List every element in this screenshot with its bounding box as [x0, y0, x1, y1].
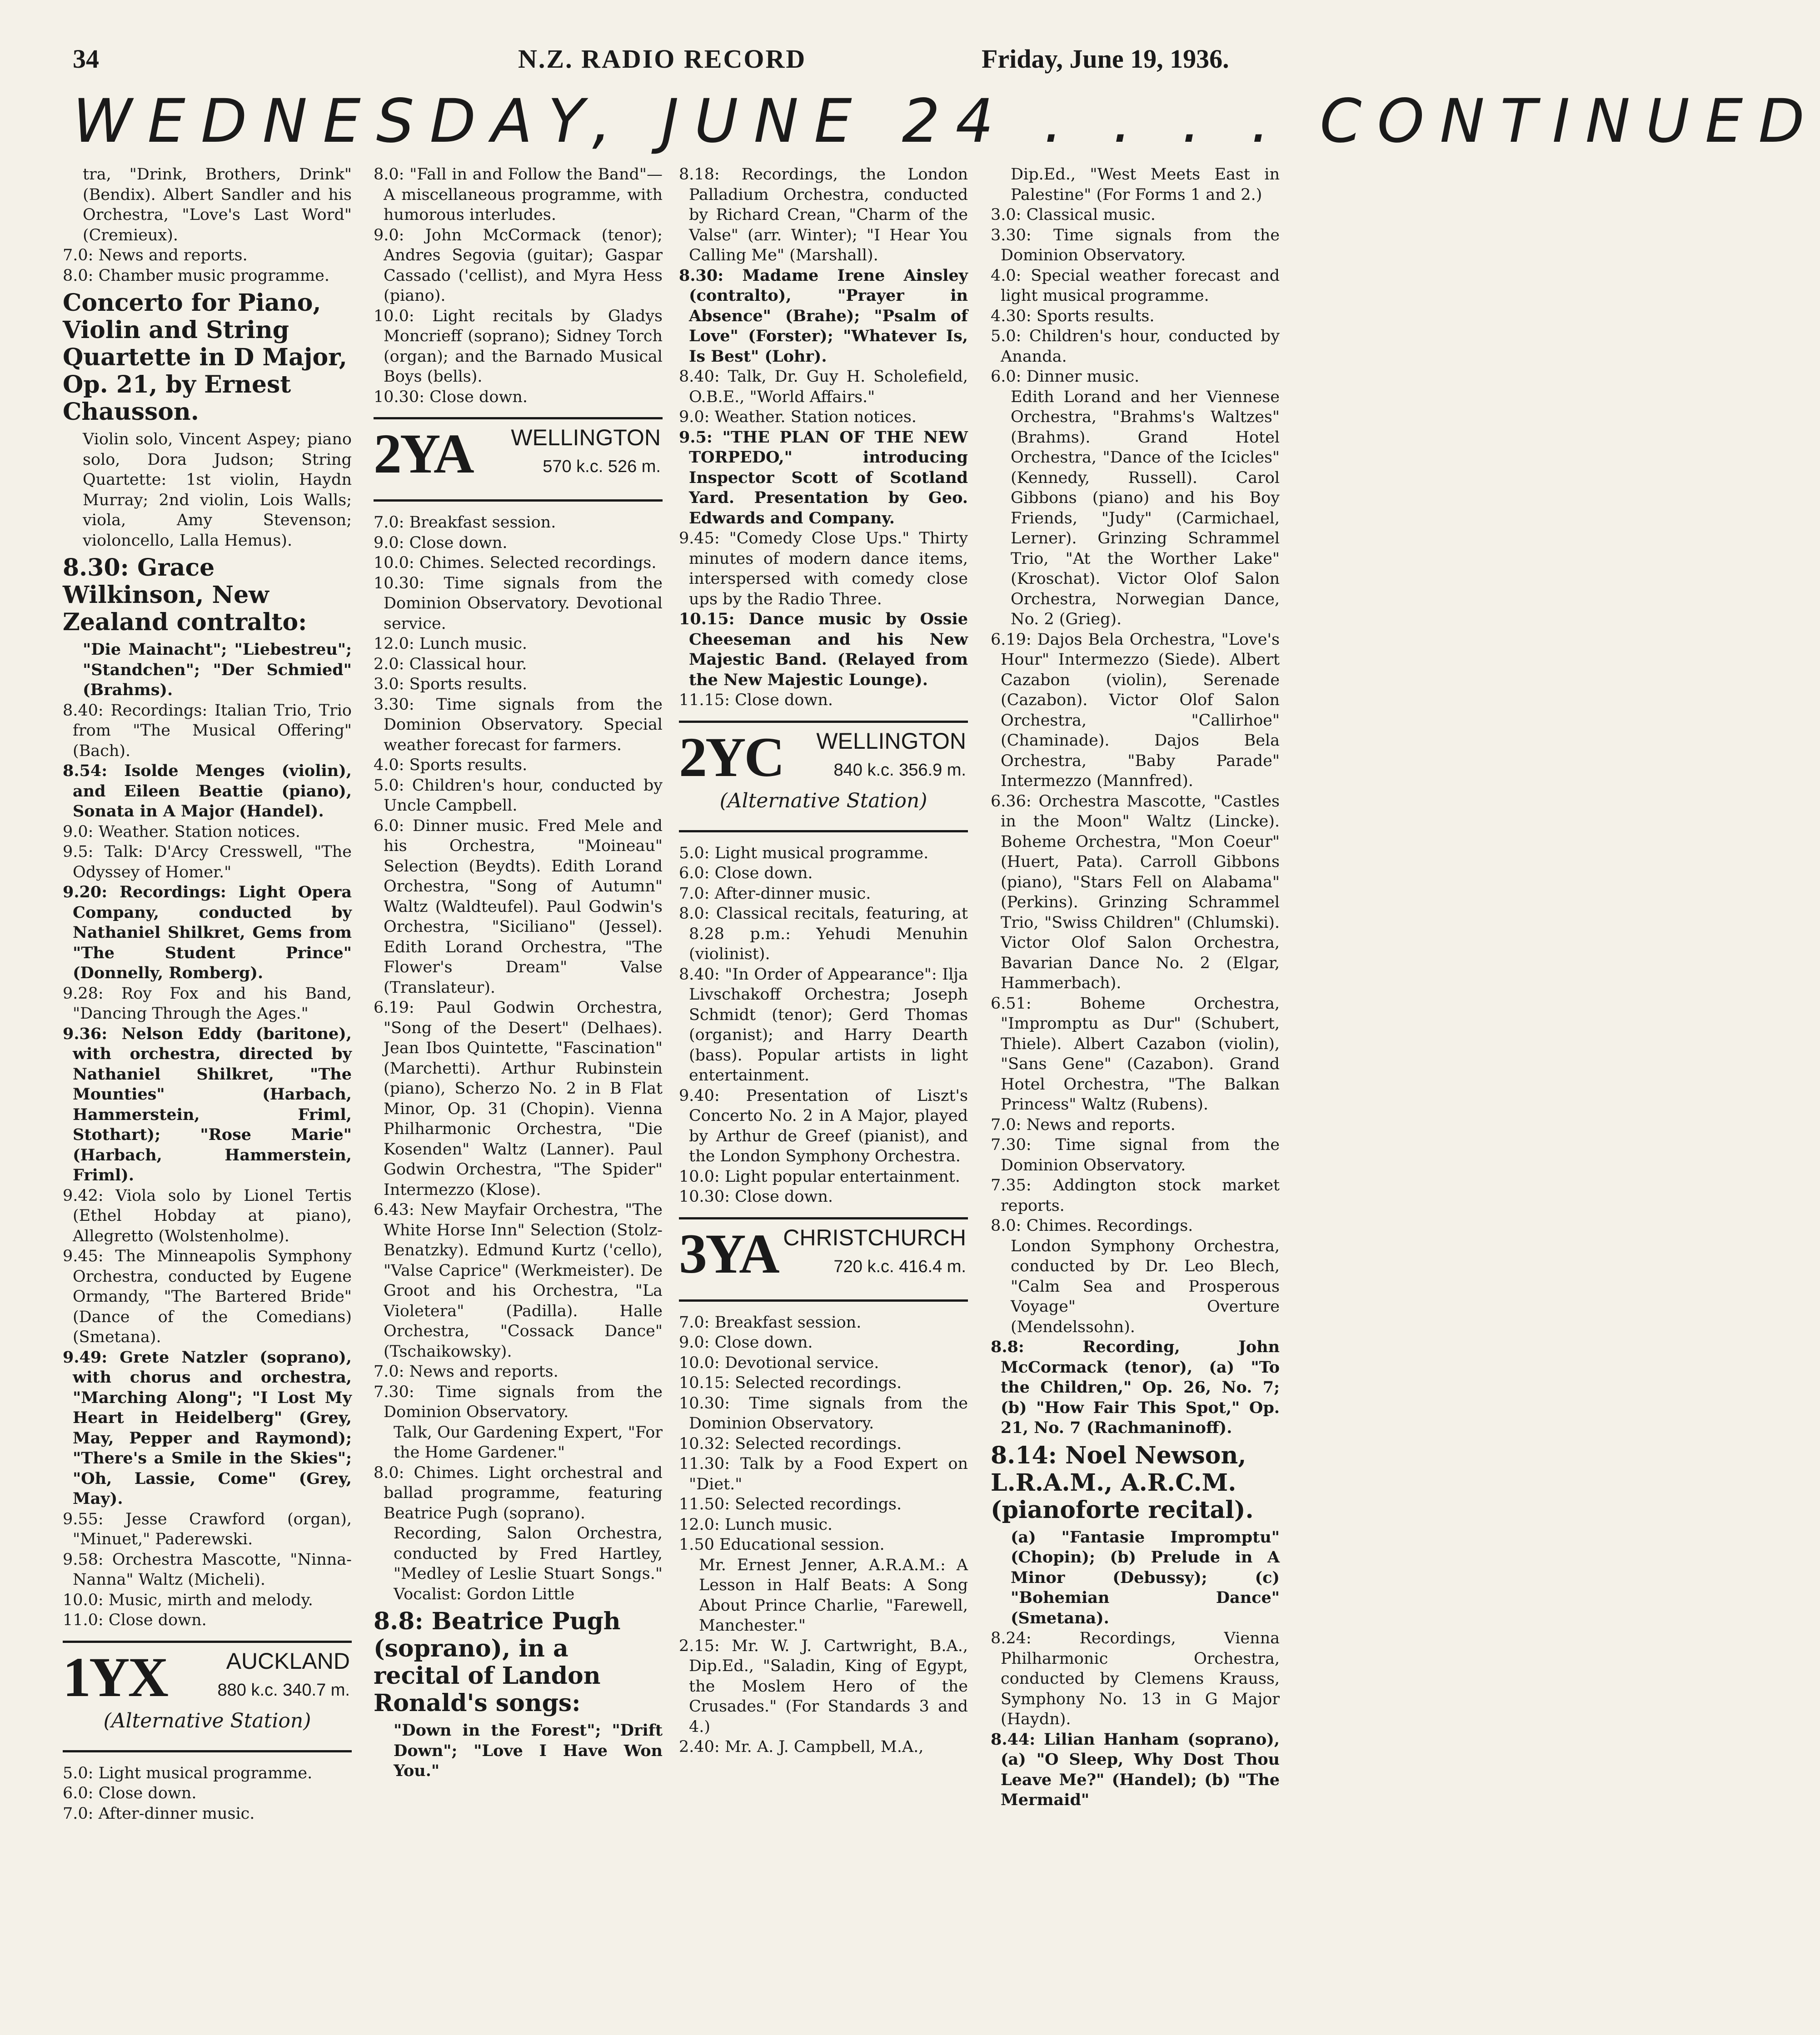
listing: 7.0: Breakfast session.	[679, 1313, 862, 1332]
day-banner: WEDNESDAY, JUNE 24 . . . . CONTINUED	[73, 86, 1820, 156]
station-note: (Alternative Station)	[719, 789, 927, 812]
listing: 9.58: Orchestra Mascotte, "Ninna-Nanna" Waltz (Micheli).	[63, 1550, 352, 1589]
listing: 9.45: The Minneapolis Symphony Orchestra, conducted by Eugene Ormandy, "The Bartered Bride" (Dance of the Comedians) (Smetana).	[63, 1247, 352, 1346]
feature-heading: 8.8: Beatrice Pugh (soprano), in a recital of Landon Ronald's songs:	[374, 1607, 621, 1717]
listing: 3.30: Time signals from the Dominion Observatory.	[991, 226, 1280, 264]
page-number: 34	[73, 44, 99, 74]
station-frequency: 720 k.c. 416.4 m.	[833, 1257, 966, 1276]
station-block-3ya	[679, 1217, 968, 1302]
running-header	[0, 39, 1385, 80]
listing: 11.0: Close down.	[63, 1611, 207, 1629]
listing: 10.0: Music, mirth and melody.	[63, 1591, 313, 1609]
station-block-2yc	[679, 721, 968, 832]
listing: Edith Lorand and her Viennese Orchestra, "Brahms's Waltzes" (Brahms). Grand Hotel Orchestra, "Dance of the Icicles" (Kennedy, Russell). Carol Gibbons (piano) and his Boy Friends, "Judy" (Carmichael, Lerner). Grinzing Schrammel Trio, "At the Worther Lake" (Kroschat). Victor Olof Salon Orchestra, Norwegian Dance, No. 2 (Grieg).	[1011, 388, 1280, 628]
station-frequency: 880 k.c. 340.7 m.	[217, 1680, 350, 1700]
listing: 10.15: Dance music by Ossie Cheeseman and his New Majestic Band. (Relayed from the New Majestic Lounge).	[679, 610, 968, 689]
listing: 9.0: John McCormack (tenor); Andres Segovia (guitar); Gaspar Cassado ('cellist), and Myra Hess (piano).	[374, 226, 663, 305]
listing: 12.0: Lunch music.	[679, 1515, 833, 1534]
listing: 7.30: Time signal from the Dominion Observatory.	[991, 1136, 1280, 1174]
listing: 8.54: Isolde Menges (violin), and Eileen Beattie (piano), Sonata in A Major (Handel).	[63, 761, 352, 821]
station-city: AUCKLAND	[226, 1648, 350, 1674]
listing: Violin solo, Vincent Aspey; piano solo, Dora Judson; String Quartette: 1st violin, Haydn Murray; 2nd violin, Lois Walls; viola, Amy Stevenson; violoncello, Lalla Hemus).	[83, 430, 352, 550]
listing: 11.30: Talk by a Food Expert on "Diet."	[679, 1455, 968, 1493]
listing: 10.30: Time signals from the Dominion Observatory. Devotional service.	[374, 574, 663, 633]
feature-heading: 8.14: Noel Newson, L.R.A.M., A.R.C.M. (pianoforte recital).	[991, 1441, 1254, 1524]
listing: 6.0: Close down.	[63, 1784, 197, 1802]
listing: 9.0: Weather. Station notices.	[679, 408, 917, 426]
listing: 5.0: Children's hour, conducted by Ananda.	[991, 327, 1280, 366]
listing: 9.28: Roy Fox and his Band, "Dancing Through the Ages."	[63, 984, 352, 1023]
listing: London Symphony Orchestra, conducted by Dr. Leo Blech, "Calm Sea and Prosperous Voyage" Overture (Mendelssohn).	[1011, 1237, 1280, 1336]
listing: 9.36: Nelson Eddy (baritone), with orchestra, directed by Nathaniel Shilkret, "The Mounties" (Harbach, Hammerstein, Friml, Stothart); "Rose Marie" (Harbach, Hammerstein, Friml).	[63, 1024, 352, 1184]
station-note: (Alternative Station)	[103, 1709, 311, 1732]
listing: 7.0: After-dinner music.	[679, 884, 871, 903]
listing: 8.0: Chimes. Recordings.	[991, 1217, 1193, 1235]
listing: 4.30: Sports results.	[991, 307, 1155, 325]
issue-date: Friday, June 19, 1936.	[982, 44, 1229, 74]
feature-heading: Concerto for Piano, Violin and String Quartette in D Major, Op. 21, by Ernest Chausson.	[63, 289, 347, 426]
listing: 10.30: Close down.	[679, 1188, 833, 1206]
listing: 7.0: After-dinner music.	[63, 1804, 255, 1823]
listing: 7.35: Addington stock market reports.	[991, 1176, 1280, 1215]
listing: 9.49: Grete Natzler (soprano), with chorus and orchestra, "Marching Along"; "I Lost My Heart in Heidelberg" (Grey, May, Pepper and Raymond); "There's a Smile in the Skies"; "Oh, Lassie, Come" (Grey, May).	[63, 1348, 352, 1508]
listing: 11.50: Selected recordings.	[679, 1495, 902, 1513]
listing: 9.0: Close down.	[374, 533, 508, 552]
listing: 2.40: Mr. A. J. Campbell, M.A.,	[679, 1738, 924, 1756]
listing: 8.0: Classical recitals, featuring, at 8.28 p.m.: Yehudi Menuhin (violinist).	[679, 905, 968, 963]
listing: 2.0: Classical hour.	[374, 655, 527, 673]
listing: 9.40: Presentation of Liszt's Concerto No. 2 in A Major, played by Arthur de Greef (pianist), and the London Symphony Orchestra.	[679, 1086, 968, 1165]
listing: 7.0: News and reports.	[374, 1363, 558, 1381]
column-3	[679, 164, 968, 2018]
listing: "Die Mainacht"; "Liebestreu"; "Standchen"; "Der Schmied" (Brahms).	[83, 640, 352, 699]
listing: 12.0: Lunch music.	[374, 635, 528, 653]
listing: (a) "Fantasie Impromptu" (Chopin); (b) Prelude in A Minor (Debussy); (c) "Bohemian Dance" (Smetana).	[1011, 1527, 1280, 1627]
listing: 10.0: Light popular entertainment.	[679, 1167, 960, 1186]
listing: 8.0: Chimes. Light orchestral and ballad programme, featuring Beatrice Pugh (soprano).	[374, 1463, 663, 1523]
listing: 9.5: "THE PLAN OF THE NEW TORPEDO," introducing Inspector Scott of Scotland Yard. Presentation by Geo. Edwards and Company.	[679, 428, 968, 527]
listing: 9.5: Talk: D'Arcy Cresswell, "The Odyssey of Homer."	[63, 843, 352, 881]
listing: 10.0: Devotional service.	[679, 1353, 879, 1372]
listing: 1.50 Educational session.	[679, 1536, 885, 1554]
station-frequency: 840 k.c. 356.9 m.	[833, 760, 966, 780]
listing: 4.0: Special weather forecast and light musical programme.	[991, 266, 1280, 305]
station-frequency: 570 k.c. 526 m.	[543, 457, 661, 476]
listing: 9.45: "Comedy Close Ups." Thirty minutes of modern dance items, interspersed with comedy close ups by the Radio Three.	[679, 529, 968, 608]
listing: 3.0: Sports results.	[374, 675, 528, 693]
listing: 5.0: Light musical programme.	[679, 844, 929, 862]
listing: 8.0: Chamber music programme.	[63, 266, 329, 285]
listing: 2.15: Mr. W. J. Cartwright, B.A., Dip.Ed., "Saladin, King of Egypt, the Moslem Hero of the Crusades." (For Standards 3 and 4.)	[679, 1637, 968, 1736]
listing: 10.30: Close down.	[374, 388, 528, 406]
station-city: CHRISTCHURCH	[783, 1224, 966, 1250]
listing: 7.0: News and reports.	[991, 1115, 1176, 1134]
listing: 8.40: Talk, Dr. Guy H. Scholefield, O.B.E., "World Affairs."	[679, 368, 968, 406]
listing: 8.44: Lilian Hanham (soprano), (a) "O Sleep, Why Dost Thou Leave Me?" (Handel); (b) "The Mermaid"	[991, 1730, 1280, 1809]
listing: 9.0: Weather. Station notices.	[63, 822, 300, 841]
listing: 9.20: Recordings: Light Opera Company, conducted by Nathaniel Shilkret, Gems from "The Student Prince" (Donnelly, Romberg).	[63, 883, 352, 982]
listing: 10.32: Selected recordings.	[679, 1434, 902, 1453]
listing: 6.0: Dinner music. Fred Mele and his Orchestra, "Moineau" Selection (Beydts). Edith Lorand Orchestra, "Song of Autumn" Waltz (Waldteufel). Paul Godwin's Orchestra, "Siciliano" (Jessel). Edith Lorand Orchestra, "The Flower's Dream" Valse (Translateur).	[374, 816, 663, 997]
listing: Mr. Ernest Jenner, A.R.A.M.: A Lesson in Half Beats: A Song About Prince Charlie, "Farewell, Manchester."	[699, 1556, 968, 1635]
column-4	[991, 164, 1280, 2018]
listing: 7.30: Time signals from the Dominion Observatory.	[374, 1383, 663, 1421]
listing: 8.0: "Fall in and Follow the Band"—A miscellaneous programme, with humorous interludes.	[374, 165, 663, 224]
feature-heading: 8.30: Grace Wilkinson, New Zealand contralto:	[63, 554, 307, 636]
listing: 8.18: Recordings, the London Palladium Orchestra, conducted by Richard Crean, "Charm of the Valse" (arr. Winter); "I Hear You Calling Me" (Marshall).	[679, 165, 968, 264]
listing: 9.0: Close down.	[679, 1333, 813, 1352]
listing: 3.0: Classical music.	[991, 206, 1156, 224]
listing: tra, "Drink, Brothers, Drink" (Bendix). Albert Sandler and his Orchestra, "Love's Last Word" (Cremieux).	[83, 165, 352, 244]
listing: 5.0: Children's hour, conducted by Uncle Campbell.	[374, 776, 663, 815]
listing: 6.19: Paul Godwin Orchestra, "Song of the Desert" (Delhaes). Jean Ibos Quintette, "Fascination" (Marchetti). Arthur Rubinstein (piano), Scherzo No. 2 in B Flat Minor, Op. 31 (Chopin). Vienna Philharmonic Orchestra, "Die Kosenden" Waltz (Lanner). Paul Godwin Orchestra, "The Spider" Intermezzo (Klose).	[374, 999, 663, 1199]
listing: 10.0: Light recitals by Gladys Moncrieff (soprano); Sidney Torch (organ); and the Barnado Musical Boys (bells).	[374, 307, 663, 386]
station-callsign: 1YX	[63, 1646, 167, 1708]
listing: 4.0: Sports results.	[374, 756, 528, 774]
listing: 6.19: Dajos Bela Orchestra, "Love's Hour" Intermezzo (Siede). Albert Cazabon (violin), Serenade (Cazabon). Victor Olof Salon Orchestra, "Callirhoe" (Chaminade). Dajos Bela Orchestra, "Baby Parade" Intermezzo (Mannfred).	[991, 630, 1280, 790]
listing: 6.51: Boheme Orchestra, "Impromptu as Dur" (Schubert, Thiele). Albert Cazabon (violin), "Sans Gene" (Cazabon). Grand Hotel Orchestra, "The Balkan Princess" Waltz (Rubens).	[991, 994, 1280, 1114]
column-1	[63, 164, 352, 2018]
listing: 6.36: Orchestra Mascotte, "Castles in the Moon" Waltz (Lincke). Boheme Orchestra, "Mon Coeur" (Huert, Pata). Carroll Gibbons (piano), "Stars Fell on Alabama" (Perkins). Grinzing Schrammel Trio, "Swiss Children" (Chlumski). Victor Olof Salon Orchestra, Bavarian Dance No. 2 (Elgar, Hammerbach).	[991, 792, 1280, 992]
listing: 7.0: News and reports.	[63, 246, 248, 264]
listing: 8.30: Madame Irene Ainsley (contralto), "Prayer in Absence" (Brahe); "Psalm of Love" (Forster); "Whatever Is, Is Best" (Lohr).	[679, 266, 968, 366]
listing: 5.0: Light musical programme.	[63, 1764, 313, 1782]
listing: 11.15: Close down.	[679, 691, 833, 709]
listing: 10.30: Time signals from the Dominion Observatory.	[679, 1394, 968, 1433]
station-block-1yx	[63, 1641, 352, 1752]
station-callsign: 3YA	[679, 1222, 778, 1285]
listing: 8.40: "In Order of Appearance": Ilja Livschakoff Orchestra; Joseph Schmidt (tenor); Gerd Thomas (organist); and Harry Dearth (bass). Popular artists in light entertainment.	[679, 965, 968, 1085]
listing: 10.15: Selected recordings.	[679, 1374, 902, 1392]
station-block-2ya	[374, 417, 663, 502]
listing: Recording, Salon Orchestra, conducted by Fred Hartley, "Medley of Leslie Stuart Songs." Vocalist: Gordon Little	[394, 1524, 663, 1603]
listing: "Down in the Forest"; "Drift Down"; "Love I Have Won You."	[394, 1721, 663, 1780]
station-city: WELLINGTON	[511, 425, 661, 450]
column-2	[374, 164, 663, 2018]
publication-title: N.Z. RADIO RECORD	[518, 44, 807, 74]
listing: 9.55: Jesse Crawford (organ), "Minuet," Paderewski.	[63, 1510, 352, 1548]
listing: 9.42: Viola solo by Lionel Tertis (Ethel Hobday at piano), Allegretto (Wolstenholme).	[63, 1186, 352, 1245]
listing: 10.0: Chimes. Selected recordings.	[374, 554, 657, 572]
station-callsign: 2YA	[374, 423, 473, 485]
station-callsign: 2YC	[679, 726, 783, 788]
listing: 3.30: Time signals from the Dominion Observatory. Special weather forecast for farmers.	[374, 695, 663, 754]
listing: 8.8: Recording, John McCormack (tenor), (a) "To the Children," Op. 26, No. 7; (b) "How Fair This Spot," Op. 21, No. 7 (Rachmaninoff).	[991, 1338, 1280, 1437]
listing: 6.0: Close down.	[679, 864, 813, 882]
listing: 6.0: Dinner music.	[991, 368, 1140, 386]
station-city: WELLINGTON	[816, 728, 966, 754]
listing: 8.24: Recordings, Vienna Philharmonic Orchestra, conducted by Clemens Krauss, Symphony No. 13 in G Major (Haydn).	[991, 1629, 1280, 1728]
listing: 6.43: New Mayfair Orchestra, "The White Horse Inn" Selection (Stolz-Benatzky). Edmund Kurtz ('cello), "Valse Caprice" (Werkmeister). De Groot and his Orchestra, "La Violetera" (Padilla). Halle Orchestra, "Cossack Dance" (Tschaikowsky).	[374, 1201, 663, 1361]
listing: 8.40: Recordings: Italian Trio, Trio from "The Musical Offering" (Bach).	[63, 701, 352, 760]
listing: 7.0: Breakfast session.	[374, 513, 556, 532]
listing: Talk, Our Gardening Expert, "For the Home Gardener."	[394, 1423, 663, 1462]
listing: Dip.Ed., "West Meets East in Palestine" (For Forms 1 and 2.)	[1011, 165, 1280, 204]
